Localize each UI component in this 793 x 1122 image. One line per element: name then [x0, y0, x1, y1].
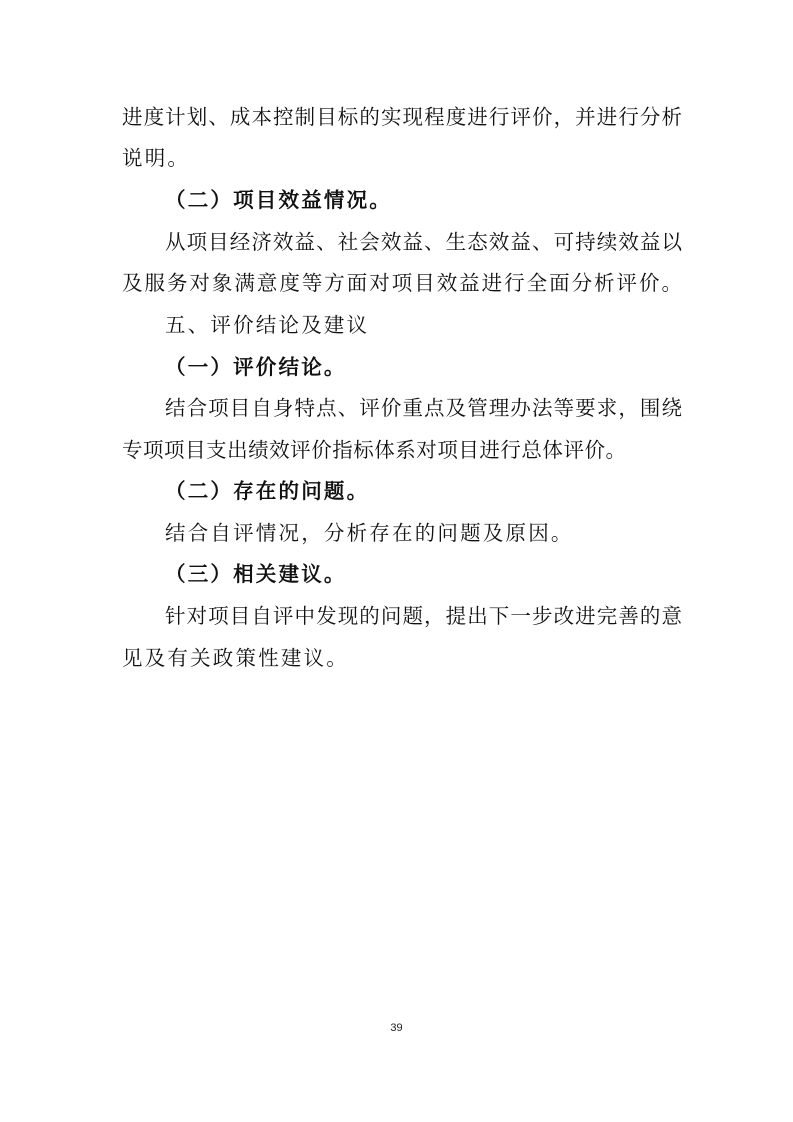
subsection-heading: （二）存在的问题。: [165, 479, 370, 503]
paragraph-line: 进度计划、成本控制目标的实现程度进行评价，并进行分析: [122, 105, 682, 129]
paragraph-line: 针对项目自评中发现的问题，提出下一步改进完善的意: [165, 604, 682, 628]
section-title: 五、评价结论及建议: [165, 313, 370, 337]
subsection-heading: （一）评价结论。: [165, 355, 347, 379]
subsection-heading: （三）相关建议。: [165, 562, 347, 586]
paragraph-line: 结合自评情况，分析存在的问题及原因。: [165, 521, 574, 545]
paragraph-line: 说明。: [122, 146, 191, 170]
page-number: 39: [390, 1022, 403, 1034]
subsection-heading: （二）项目效益情况。: [165, 188, 392, 212]
paragraph-line: 从项目经济效益、社会效益、生态效益、可持续效益以: [165, 230, 682, 254]
paragraph-line: 及服务对象满意度等方面对项目效益进行全面分析评价。: [122, 271, 682, 295]
paragraph-line: 结合项目自身特点、评价重点及管理办法等要求，围绕: [165, 396, 682, 420]
paragraph-line: 专项项目支出绩效评价指标体系对项目进行总体评价。: [122, 438, 626, 462]
paragraph-line: 见及有关政策性建议。: [122, 646, 349, 670]
